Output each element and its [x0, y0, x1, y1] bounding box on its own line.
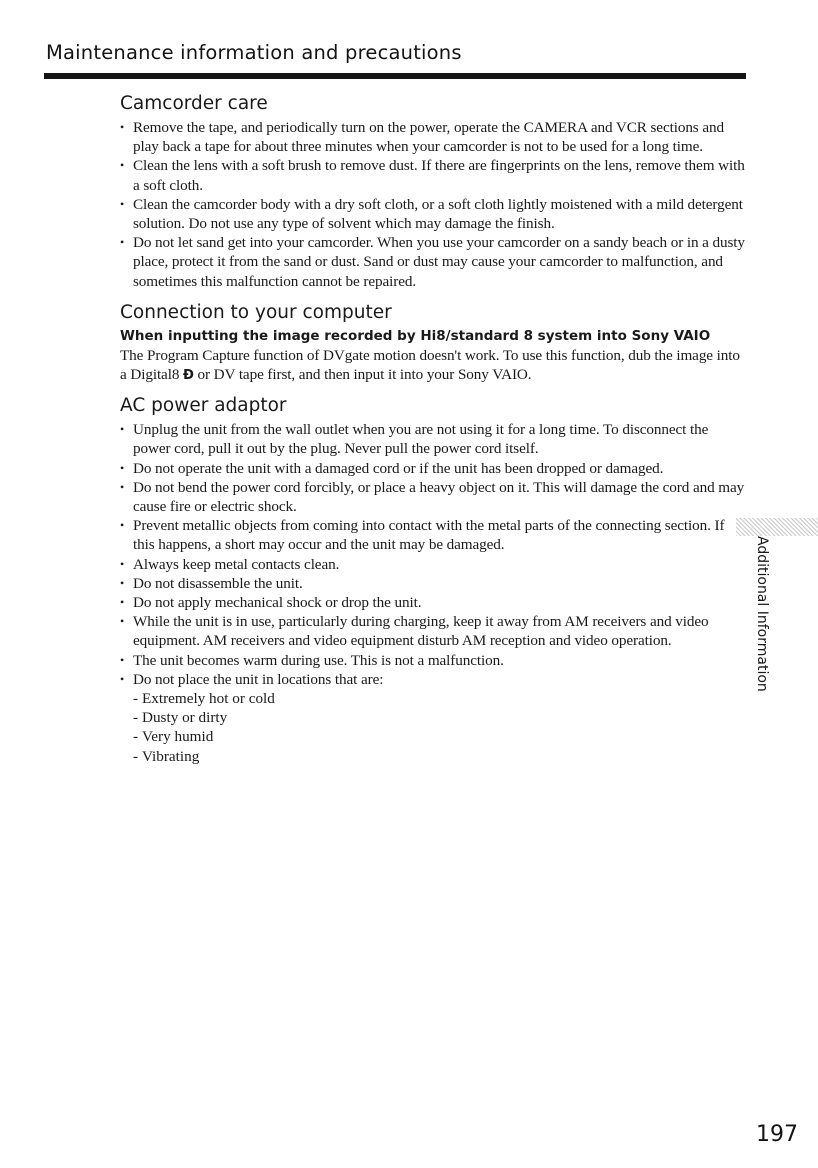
side-tab-pattern	[736, 518, 818, 536]
digital8-icon: Ð	[183, 368, 194, 384]
list-item: • Clean the lens with a soft brush to remove dust. If there are fingerprints on the lens, remove them with a soft cloth.	[120, 156, 748, 194]
list-item: • The unit becomes warm during use. This is not a malfunction.	[120, 651, 748, 670]
list-item: • Do not apply mechanical shock or drop the unit.	[120, 593, 748, 612]
paragraph-text: or DV tape first, and then input it into your Sony VAIO.	[193, 366, 532, 384]
list-item: • Do not bend the power cord forcibly, or place a heavy object on it. This will damage the cord and may cause fire or electric shock.	[120, 478, 748, 516]
list-item: • Do not disassemble the unit.	[120, 574, 748, 593]
section-subtitle: When inputting the image recorded by Hi8/standard 8 system into Sony VAIO	[120, 327, 711, 344]
paragraph	[120, 346, 748, 384]
list-item: • Clean the camcorder body with a dry soft cloth, or a soft cloth lightly moistened with a mild detergent solution. Do not use any type of solvent which may damage the finish.	[120, 195, 748, 233]
section-title: AC power adaptor	[120, 395, 287, 417]
sub-list-item: - Dusty or dirty	[120, 708, 748, 727]
list-item: • Do not let sand get into your camcorder. When you use your camcorder on a sandy beach or in a dusty place, protect it from the sand or dust. Sand or dust may cause your camcorder to malfunction, and sometimes this malfunction cannot be repaired.	[120, 233, 748, 291]
sub-list	[120, 689, 748, 766]
main-content	[120, 92, 748, 776]
sub-list-item: - Vibrating	[120, 747, 748, 766]
section-connection	[120, 301, 748, 384]
header-rule	[44, 73, 746, 79]
list-item: • Do not place the unit in locations that are:	[120, 670, 748, 689]
bullet-list	[120, 118, 748, 291]
bullet-list	[120, 420, 748, 689]
list-item: • Prevent metallic objects from coming into contact with the metal parts of the connecting section. If this happens, a short may occur and the unit may be damaged.	[120, 516, 748, 554]
side-tab	[754, 536, 780, 692]
list-item: • Remove the tape, and periodically turn on the power, operate the CAMERA and VCR sections and play back a tape for about three minutes when your camcorder is not to be used for a long time.	[120, 118, 748, 156]
sub-list-item: - Extremely hot or cold	[120, 689, 748, 708]
section-ac-adaptor	[120, 394, 748, 766]
list-item: • Do not operate the unit with a damaged cord or if the unit has been dropped or damaged.	[120, 459, 748, 478]
section-camcorder-care	[120, 92, 748, 291]
sub-list-item: - Very humid	[120, 727, 748, 746]
section-title: Connection to your computer	[120, 301, 392, 323]
section-title: Camcorder care	[120, 93, 268, 114]
page-title: Maintenance information and precautions	[46, 41, 462, 64]
paragraph-text: The Program Capture function of DVgate motion doesn't work. To use this function, dub the image into a Digital8	[120, 346, 740, 384]
list-item: • Always keep metal contacts clean.	[120, 555, 748, 574]
page-number: 197	[756, 1122, 798, 1147]
side-tab-label: Additional Information	[754, 536, 770, 692]
list-item: • Unplug the unit from the wall outlet when you are not using it for a long time. To disconnect the power cord, pull it out by the plug. Never pull the power cord itself.	[120, 420, 748, 458]
list-item: • While the unit is in use, particularly during charging, keep it away from AM receivers and video equipment. AM receivers and video equipment disturb AM reception and video operation.	[120, 612, 748, 650]
